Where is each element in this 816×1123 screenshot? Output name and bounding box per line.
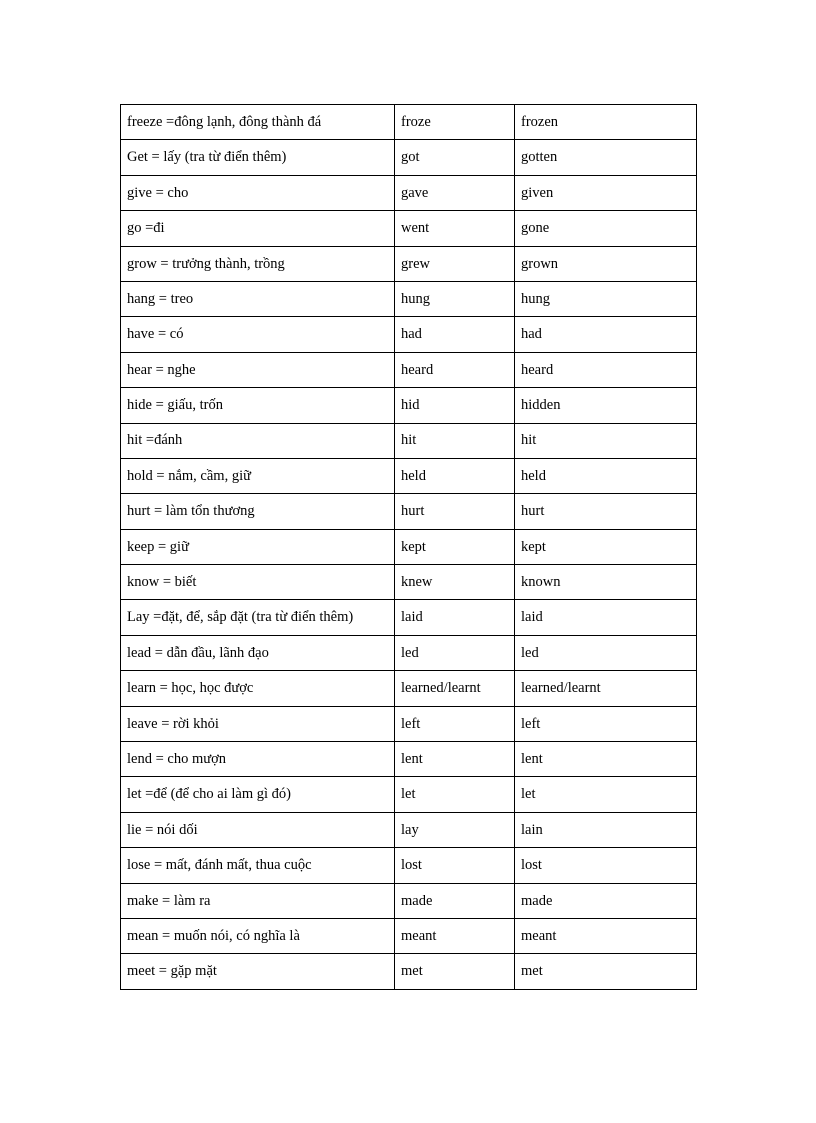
past-form-cell: went — [395, 211, 515, 246]
table-row — [121, 175, 697, 210]
base-form-cell: leave = rời khỏi — [121, 706, 395, 741]
table-row — [121, 105, 697, 140]
table-row — [121, 388, 697, 423]
past-form-cell: grew — [395, 246, 515, 281]
past-form-cell: knew — [395, 565, 515, 600]
base-form-cell: hear = nghe — [121, 352, 395, 387]
past-form-cell: let — [395, 777, 515, 812]
base-form-cell: hide = giấu, trốn — [121, 388, 395, 423]
base-form-cell: Get = lấy (tra từ điển thêm) — [121, 140, 395, 175]
past-form-cell: froze — [395, 105, 515, 140]
table-row — [121, 140, 697, 175]
participle-cell: let — [515, 777, 697, 812]
table-row — [121, 565, 697, 600]
past-form-cell: lay — [395, 812, 515, 847]
participle-cell: lent — [515, 742, 697, 777]
base-form-cell: hurt = làm tổn thương — [121, 494, 395, 529]
participle-cell: held — [515, 458, 697, 493]
past-form-cell: hid — [395, 388, 515, 423]
participle-cell: led — [515, 635, 697, 670]
past-form-cell: hurt — [395, 494, 515, 529]
participle-cell: hidden — [515, 388, 697, 423]
table-row — [121, 423, 697, 458]
past-form-cell: hung — [395, 281, 515, 316]
participle-cell: had — [515, 317, 697, 352]
past-form-cell: kept — [395, 529, 515, 564]
table-row — [121, 600, 697, 635]
base-form-cell: hang = treo — [121, 281, 395, 316]
table-row — [121, 954, 697, 989]
participle-cell: grown — [515, 246, 697, 281]
participle-cell: given — [515, 175, 697, 210]
base-form-cell: freeze =đông lạnh, đông thành đá — [121, 105, 395, 140]
base-form-cell: keep = giữ — [121, 529, 395, 564]
participle-cell: hurt — [515, 494, 697, 529]
participle-cell: met — [515, 954, 697, 989]
table-row — [121, 671, 697, 706]
base-form-cell: lie = nói dối — [121, 812, 395, 847]
past-form-cell: meant — [395, 918, 515, 953]
table-row — [121, 635, 697, 670]
base-form-cell: mean = muốn nói, có nghĩa là — [121, 918, 395, 953]
past-form-cell: met — [395, 954, 515, 989]
participle-cell: meant — [515, 918, 697, 953]
participle-cell: lain — [515, 812, 697, 847]
base-form-cell: hold = nắm, cầm, giữ — [121, 458, 395, 493]
past-form-cell: gave — [395, 175, 515, 210]
base-form-cell: learn = học, học được — [121, 671, 395, 706]
participle-cell: gotten — [515, 140, 697, 175]
table-row — [121, 883, 697, 918]
past-form-cell: heard — [395, 352, 515, 387]
past-form-cell: learned/learnt — [395, 671, 515, 706]
past-form-cell: lent — [395, 742, 515, 777]
past-form-cell: hit — [395, 423, 515, 458]
participle-cell: gone — [515, 211, 697, 246]
irregular-verbs-table — [120, 104, 697, 990]
table-row — [121, 529, 697, 564]
table-row — [121, 848, 697, 883]
base-form-cell: let =để (để cho ai làm gì đó) — [121, 777, 395, 812]
table-row — [121, 706, 697, 741]
participle-cell: lost — [515, 848, 697, 883]
base-form-cell: make = làm ra — [121, 883, 395, 918]
base-form-cell: Lay =đặt, để, sắp đặt (tra từ điển thêm) — [121, 600, 395, 635]
participle-cell: hit — [515, 423, 697, 458]
participle-cell: laid — [515, 600, 697, 635]
participle-cell: left — [515, 706, 697, 741]
base-form-cell: know = biết — [121, 565, 395, 600]
table-row — [121, 246, 697, 281]
past-form-cell: got — [395, 140, 515, 175]
past-form-cell: led — [395, 635, 515, 670]
past-form-cell: laid — [395, 600, 515, 635]
base-form-cell: lead = dẫn đầu, lãnh đạo — [121, 635, 395, 670]
table-row — [121, 281, 697, 316]
past-form-cell: left — [395, 706, 515, 741]
participle-cell: known — [515, 565, 697, 600]
participle-cell: hung — [515, 281, 697, 316]
base-form-cell: give = cho — [121, 175, 395, 210]
table-row — [121, 812, 697, 847]
table-row — [121, 458, 697, 493]
past-form-cell: lost — [395, 848, 515, 883]
participle-cell: made — [515, 883, 697, 918]
table-row — [121, 918, 697, 953]
base-form-cell: lend = cho mượn — [121, 742, 395, 777]
table-row — [121, 352, 697, 387]
past-form-cell: held — [395, 458, 515, 493]
participle-cell: frozen — [515, 105, 697, 140]
past-form-cell: had — [395, 317, 515, 352]
base-form-cell: meet = gặp mặt — [121, 954, 395, 989]
base-form-cell: grow = trưởng thành, trồng — [121, 246, 395, 281]
table-row — [121, 317, 697, 352]
base-form-cell: go =đi — [121, 211, 395, 246]
table-row — [121, 211, 697, 246]
participle-cell: kept — [515, 529, 697, 564]
table-row — [121, 494, 697, 529]
table-row — [121, 742, 697, 777]
table-row — [121, 777, 697, 812]
base-form-cell: hit =đánh — [121, 423, 395, 458]
base-form-cell: lose = mất, đánh mất, thua cuộc — [121, 848, 395, 883]
participle-cell: heard — [515, 352, 697, 387]
base-form-cell: have = có — [121, 317, 395, 352]
past-form-cell: made — [395, 883, 515, 918]
participle-cell: learned/learnt — [515, 671, 697, 706]
